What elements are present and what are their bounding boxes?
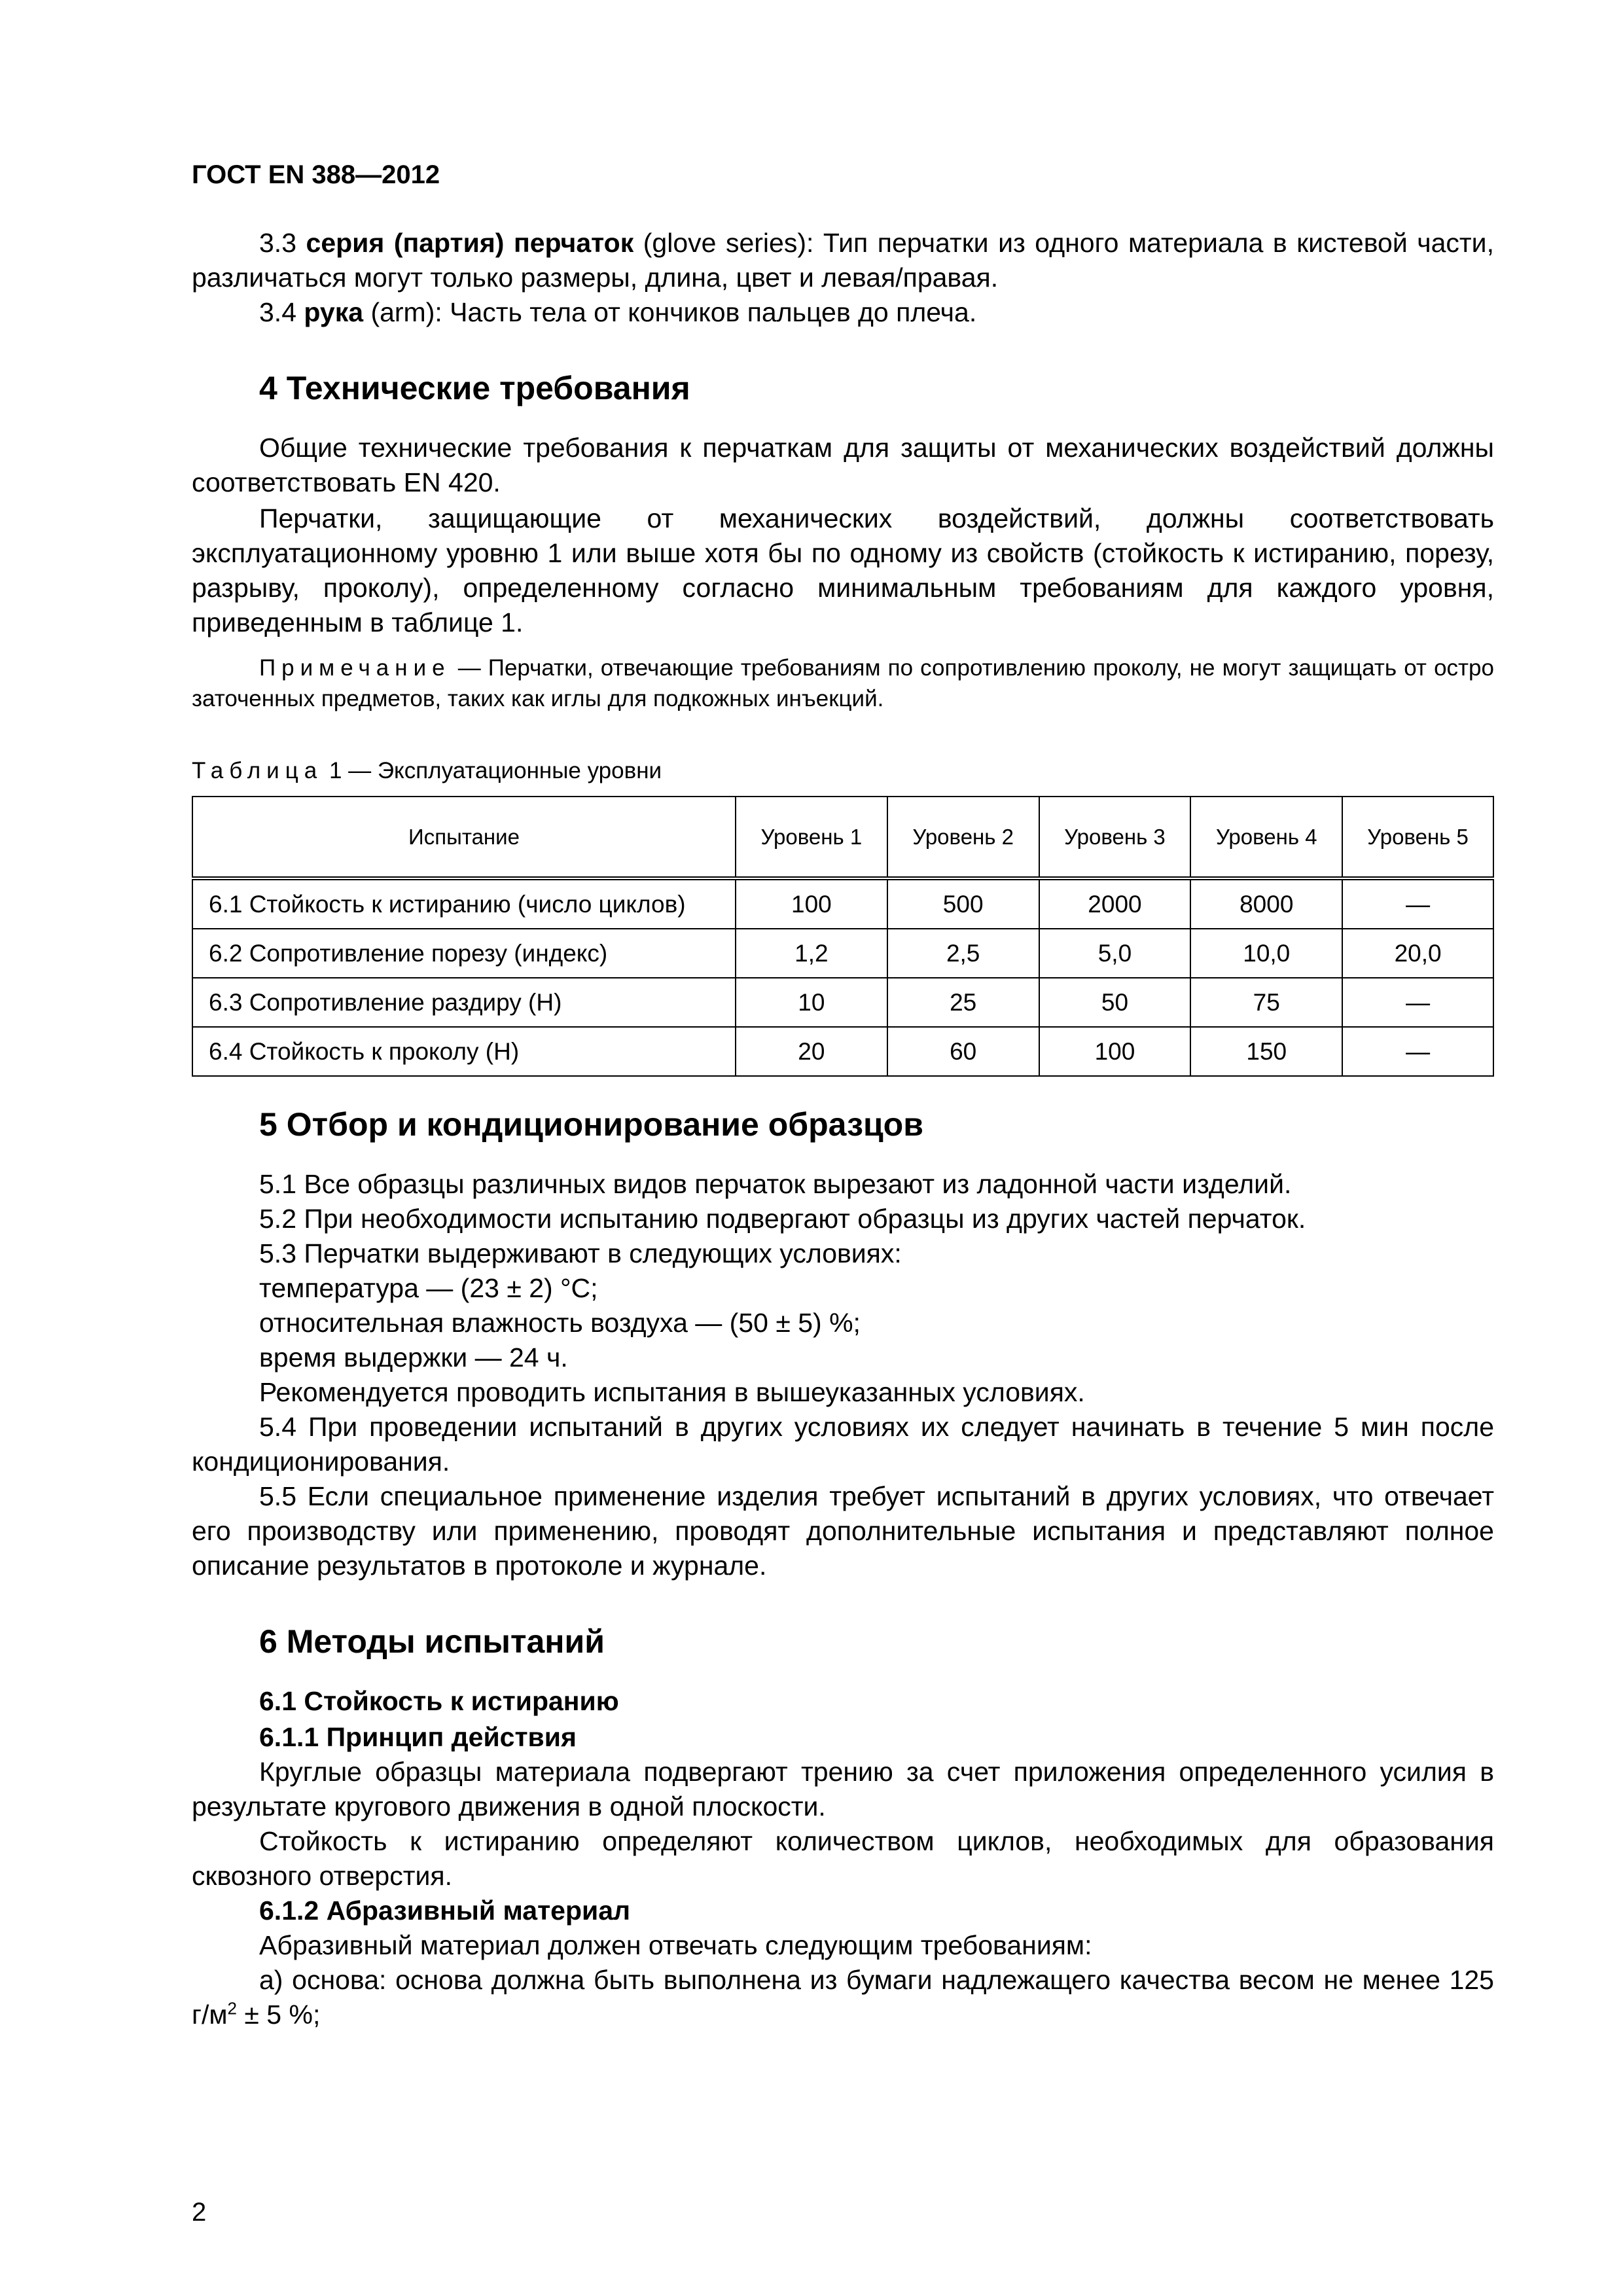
clause-6-1-1-heading: 6.1.1 Принцип действия: [259, 1722, 577, 1752]
clause-5-3: 5.3 Перчатки выдерживают в следующих условиях:: [259, 1238, 902, 1268]
clause-6-1-2-paragraph-1: Абразивный материал должен отвечать следующим требованиям:: [259, 1930, 1092, 1960]
table-cell: 100: [1039, 1027, 1191, 1076]
table-header-cell: Уровень 4: [1190, 797, 1342, 878]
table-cell: —: [1342, 1027, 1493, 1076]
clause-5-2: 5.2 При необходимости испытанию подвергают образцы из других частей перчаток.: [259, 1204, 1306, 1234]
table-row: [192, 929, 1493, 978]
table-row: [192, 978, 1493, 1027]
clause-5-1: 5.1 Все образцы различных видов перчаток вырезают из ладонной части изделий.: [259, 1169, 1292, 1199]
table-cell: 6.2 Сопротивление порезу (индекс): [192, 929, 736, 978]
table-cell: 6.3 Сопротивление раздиру (Н): [192, 978, 736, 1027]
table-cell: 25: [887, 978, 1039, 1027]
table-cell: 5,0: [1039, 929, 1191, 978]
table-header-row: [192, 797, 1493, 878]
table-header-cell: Уровень 1: [736, 797, 887, 878]
condition-humidity: относительная влажность воздуха — (50 ± 5) %;: [259, 1308, 861, 1338]
term-glove-series: серия (партия) перчаток: [306, 228, 634, 258]
table-cell: 60: [887, 1027, 1039, 1076]
term-arm: рука: [304, 297, 364, 327]
table-1-performance-levels: [192, 796, 1494, 1077]
table-cell: 50: [1039, 978, 1191, 1027]
table-cell: 20,0: [1342, 929, 1493, 978]
table-cell: 10: [736, 978, 887, 1027]
section-5: [192, 1105, 1494, 1144]
section-4: [192, 368, 1494, 408]
section-6-heading: 6 Методы испытаний: [259, 1623, 605, 1660]
table-cell: 150: [1190, 1027, 1342, 1076]
section-5-body: [192, 1167, 1494, 1583]
table-cell: 6.4 Стойкость к проколу (Н): [192, 1027, 736, 1076]
clause-3-3: 3.3 серия (партия) перчаток (glove series): Тип перчатки из одного материала в кистевой части, различаться могут только размеры, длина, цвет и левая/правая.: [192, 228, 1494, 293]
table-cell: 75: [1190, 978, 1342, 1027]
document-code: ГОСТ EN 388—2012: [192, 160, 440, 189]
section-4-note: [192, 653, 1494, 714]
clause-6-1-heading: 6.1 Стойкость к истиранию: [259, 1686, 619, 1716]
clause-6-1-1-paragraph-2: Стойкость к истиранию определяют количеством циклов, необходимых для образования сквозного отверстия.: [192, 1826, 1494, 1891]
table-row: [192, 878, 1493, 929]
table-header-cell: Уровень 2: [887, 797, 1039, 878]
table-cell: 100: [736, 878, 887, 929]
section-3-continuation: [192, 226, 1494, 330]
clause-5-5: 5.5 Если специальное применение изделия требует испытаний в других условиях, что отвечает его производству или применению, проводят дополнительные испытания и представляют полное описание результатов в протоколе и журнале.: [192, 1481, 1494, 1581]
clause-6-1-2-item-a: а) основа: основа должна быть выполнена из бумаги надлежащего качества весом не менее 125 $г/м^2 \pm 5$ %;: [192, 1965, 1494, 2030]
section-6: [192, 1622, 1494, 1661]
note-text: — Перчатки, отвечающие требованиям по сопротивлению проколу, не могут защищать от остро заточенных предметов, таких как иглы для подкожных инъекций.: [192, 655, 1494, 711]
recommendation: Рекомендуется проводить испытания в вышеуказанных условиях.: [259, 1377, 1085, 1407]
table-header-cell: Уровень 5: [1342, 797, 1493, 878]
table-cell: 2000: [1039, 878, 1191, 929]
note-label: Примечание: [259, 655, 451, 681]
condition-time: время выдержки — 24 ч.: [259, 1342, 568, 1372]
table-cell: 20: [736, 1027, 887, 1076]
section-4-heading: 4 Технические требования: [259, 370, 690, 406]
table-cell: 500: [887, 878, 1039, 929]
table-cell: 10,0: [1190, 929, 1342, 978]
table-header-cell: Уровень 3: [1039, 797, 1191, 878]
clause-6-1-1-paragraph-1: Круглые образцы материала подвергают трению за счет приложения определенного усилия в результате кругового движения в одной плоскости.: [192, 1757, 1494, 1821]
section-6-body: [192, 1684, 1494, 2032]
clause-6-1-2-heading: 6.1.2 Абразивный материал: [259, 1895, 631, 1926]
page-number: 2: [192, 2198, 207, 2227]
clause-5-4: 5.4 При проведении испытаний в других условиях их следует начинать в течение 5 мин после кондиционирования.: [192, 1412, 1494, 1477]
clause-3-4: 3.4 рука (arm): Часть тела от кончиков пальцев до плеча.: [259, 297, 977, 327]
section-4-paragraph-1: Общие технические требования к перчаткам для защиты от механических воздействий должны соответствовать EN 420.: [192, 433, 1494, 497]
section-4-body: [192, 431, 1494, 640]
table-cell: —: [1342, 978, 1493, 1027]
table-cell: 6.1 Стойкость к истиранию (число циклов): [192, 878, 736, 929]
section-5-heading: 5 Отбор и кондиционирование образцов: [259, 1106, 923, 1143]
table-1-caption: Таблица 1 — Эксплуатационные уровни: [192, 758, 662, 783]
condition-temperature: температура — (23 ± 2) °С;: [259, 1273, 598, 1303]
table-cell: 1,2: [736, 929, 887, 978]
table-cell: 8000: [1190, 878, 1342, 929]
section-4-paragraph-2: Перчатки, защищающие от механических воздействий, должны соответствовать эксплуатационному уровню 1 или выше хотя бы по одному из свойств (стойкость к истиранию, порезу, разрыву, проколу), определенному согласно минимальным требованиям для каждого уровня, приведенным в таблице 1.: [192, 503, 1494, 637]
table-header-cell: Испытание: [192, 797, 736, 878]
table-cell: —: [1342, 878, 1493, 929]
table-row: [192, 1027, 1493, 1076]
table-cell: 2,5: [887, 929, 1039, 978]
